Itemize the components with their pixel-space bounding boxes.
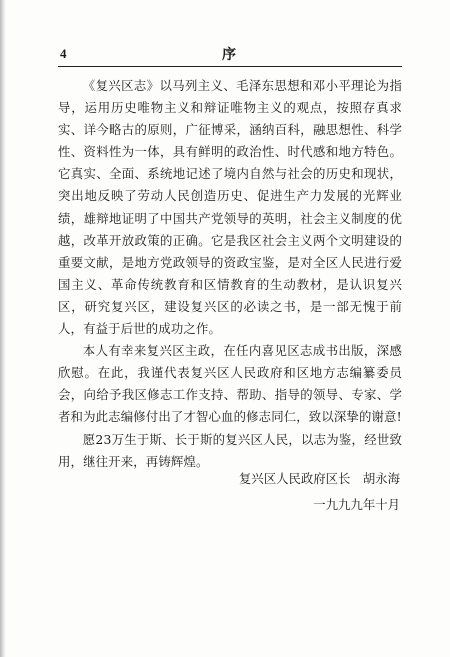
signature-date: 一九九九年十月 [313, 497, 400, 512]
header-rule [58, 66, 402, 67]
page-number: 4 [60, 46, 67, 61]
running-head-title: 序 [222, 47, 238, 63]
signature-author: 复兴区人民政府区长 胡永海 [238, 471, 400, 486]
scan-shadow-edge [0, 0, 6, 657]
page-header [60, 44, 400, 66]
paragraph: 本人有幸来复兴区主政，在任内喜见区志成书出版，深感欣慰。在此，我谨代表复兴区人民政府和区地方志编纂委员会，向给予我区修志工作支持、帮助、指导的领导、专家、学者和为此志编修付出了才智心血的修志同仁，致以深挚的谢意! [58, 343, 402, 425]
paragraph: 《复兴区志》以马列主义、毛泽东思想和邓小平理论为指导，运用历史唯物主义和辩证唯物主义的观点，按照存真求实、详今略古的原则，广征博采，涵纳百科，融思想性、科学性、资料性为一体，具有鲜明的政治性、时代感和地方特色。它真实、全面、系统地记述了境内自然与社会的历史和现状，突出地反映了劳动人民创造历史、促进生产力发展的光辉业绩，雄辩地证明了中国共产党领导的英明，社会主义制度的优越，改革开放政策的正确。它是我区社会主义两个文明建设的重要文献，是地方党政领导的资政宝鉴，是对全区人民进行爱国主义、革命传统教育和区情教育的生动教材，是认识复兴区，研究复兴区，建设复兴区的必读之书，是一部无愧于前人，有益于后世的成功之作。 [58, 78, 402, 337]
preface-body [58, 75, 402, 473]
paragraph: 愿23万生于斯、长于斯的复兴区人民，以志为鉴，经世致用，继往开来，再铸辉煌。 [58, 431, 402, 469]
signature-block [58, 466, 400, 518]
